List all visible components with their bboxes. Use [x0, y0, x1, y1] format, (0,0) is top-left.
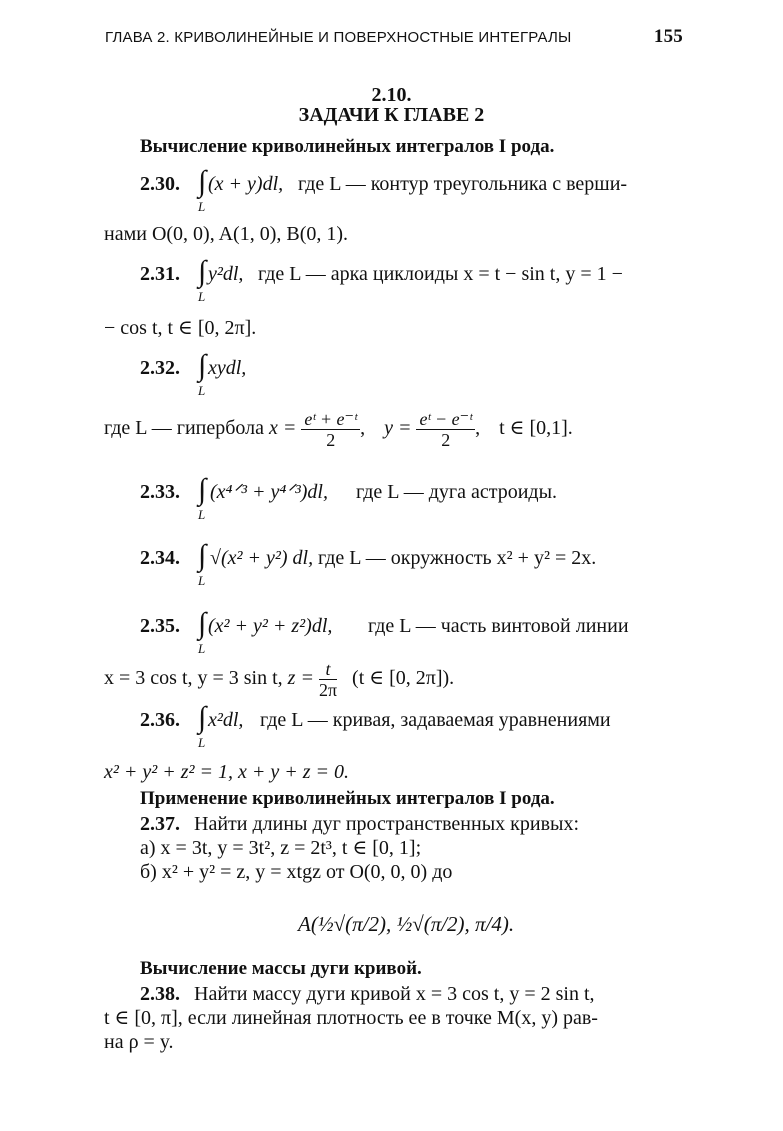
problem-text-cont: − cos t, t ∈ [0, 2π].: [104, 317, 257, 339]
integral-sign: ∫: [198, 607, 207, 640]
helix-line: x = 3 cos t, y = 3 sin t, z = $\frac{t}{2\pi}$ (t ∈ [0, 2π]).: [104, 658, 455, 700]
x-denominator: 2: [326, 429, 336, 450]
problem-number: 2.30.: [140, 173, 180, 195]
problem-text: где L — контур треугольника с верши-: [298, 173, 628, 195]
item-a: а) x = 3t, y = 3t², z = 2t³, t ∈ [0, 1];: [140, 837, 422, 859]
problem-text: где L — арка циклоиды x = t − sin t, y = 1 −: [258, 263, 623, 285]
problem-number: 2.34.: [140, 547, 180, 569]
chapter-title: ГЛАВА 2. КРИВОЛИНЕЙНЫЕ И ПОВЕРХНОСТНЫЕ ИНТЕГРАЛЫ: [105, 29, 572, 46]
t-range: t ∈ [0,1].: [499, 417, 573, 439]
running-header: [105, 26, 683, 50]
problem-text-cont: нами O(0, 0), A(1, 0), B(0, 1).: [104, 223, 349, 245]
integral-subscript: L: [198, 507, 206, 522]
x-fraction: [301, 409, 360, 450]
problem-number: 2.38.: [140, 983, 180, 1005]
t-range: (t ∈ [0, 2π]).: [352, 667, 455, 689]
problem-text-cont: где L — гипербола: [104, 417, 264, 439]
integral-sign: ∫: [198, 539, 207, 572]
problem-number: 2.37.: [140, 813, 180, 835]
problem-number: 2.31.: [140, 263, 180, 285]
problem-text: где L — часть винтовой линии: [368, 615, 629, 637]
integral-sign: ∫: [198, 255, 207, 288]
problem-text-cont: на ρ = y.: [104, 1031, 174, 1053]
y-fraction: [416, 409, 475, 450]
z-numerator: t: [319, 659, 337, 680]
subsection-heading: Вычисление массы дуги кривой.: [140, 958, 422, 979]
integral-subscript: L: [198, 289, 206, 304]
integrand: √(x² + y²) dl,: [210, 547, 314, 569]
problem-text-cont: x² + y² + z² = 1, x + y + z = 0.: [104, 761, 350, 783]
integral-subscript: L: [198, 199, 206, 214]
integral-subscript: L: [198, 641, 206, 656]
page-number: 155: [653, 26, 683, 47]
item-b: б) x² + y² = z, y = xtgz от O(0, 0, 0) до: [140, 861, 453, 883]
integrand: (x² + y² + z²)dl,: [208, 615, 333, 637]
problem-text-cont: x = 3 cos t, y = 3 sin t,: [104, 667, 283, 689]
y-numerator: eᵗ − e⁻ᵗ: [416, 409, 475, 430]
problem-number: 2.35.: [140, 615, 180, 637]
problem-text: где L — кривая, задаваемая уравнениями: [260, 709, 611, 731]
section-title: ЗАДАЧИ К ГЛАВЕ 2: [298, 104, 485, 126]
integral-subscript: L: [198, 383, 206, 398]
subsection-heading: Применение криволинейных интегралов I рода.: [140, 788, 555, 809]
integral-sign: ∫: [198, 349, 207, 382]
integral-subscript: L: [198, 573, 206, 588]
integral-sign: ∫: [198, 473, 207, 506]
y-denominator: 2: [441, 429, 451, 450]
integrand: xydl,: [208, 357, 247, 379]
integral-sign: ∫: [198, 701, 207, 734]
problem-text: где L — окружность x² + y² = 2x.: [318, 547, 597, 569]
problem-number: 2.33.: [140, 481, 180, 503]
section-number: 2.10.: [371, 84, 412, 106]
end-point: A(½√(π/2), ½√(π/2), π/4).: [298, 912, 515, 936]
x-numerator: eᵗ + e⁻ᵗ: [301, 409, 360, 430]
problem-text: Найти массу дуги кривой x = 3 cos t, y = 2 sin t,: [194, 983, 595, 1005]
problem-number: 2.32.: [140, 357, 180, 379]
integrand: (x⁴ᐟ³ + y⁴ᐟ³)dl,: [210, 481, 328, 503]
problem-text-cont: t ∈ [0, π], если линейная плотность ее в точке M(x, y) рав-: [104, 1007, 598, 1029]
integrand: (x + y)dl,: [208, 173, 284, 195]
problem-text: где L — дуга астроиды.: [356, 481, 558, 503]
problem-text: Найти длины дуг пространственных кривых:: [194, 813, 580, 835]
z-fraction: [319, 659, 337, 700]
z-denominator: 2π: [318, 679, 338, 700]
problem-number: 2.36.: [140, 709, 180, 731]
integral-subscript: L: [198, 735, 206, 750]
integrand: x²dl,: [208, 709, 244, 731]
integral-sign: ∫: [198, 165, 207, 198]
integrand: y²dl,: [208, 263, 244, 285]
hyperbola-line: где L — гипербола x = $\frac{\text{eᵗ + e⁻ᵗ}}{2}$ , y = $\frac{\text{eᵗ − e⁻ᵗ}}{2}$ , t ∈ [0,1].: [104, 408, 573, 450]
subsection-heading: Вычисление криволинейных интегралов I рода.: [140, 136, 555, 157]
